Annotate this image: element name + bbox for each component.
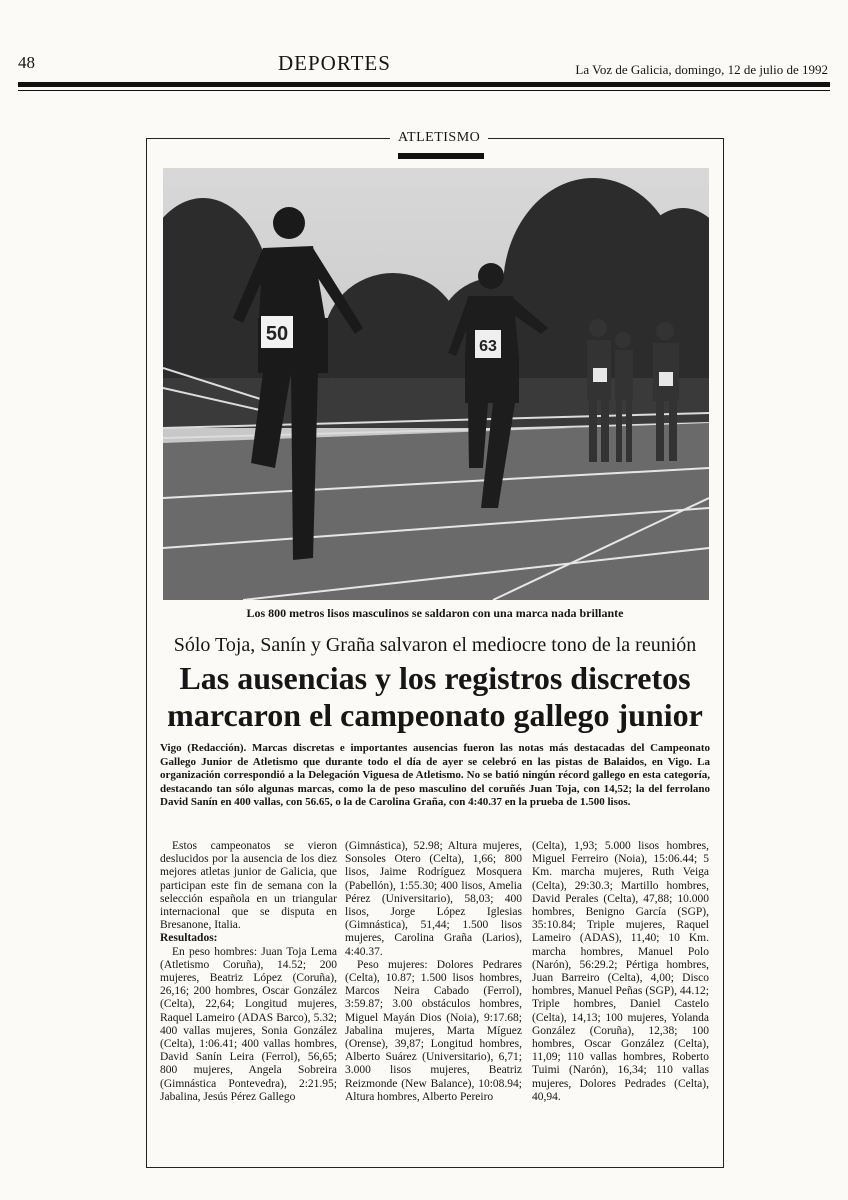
dateline: La Voz de Galicia, domingo, 12 de julio de 1992 [575, 62, 828, 77]
bib-number-second: 63 [479, 338, 497, 355]
kicker: Sólo Toja, Sanín y Graña salvaron el mediocre tono de la reunión [173, 634, 697, 656]
bib-number-front: 50 [265, 323, 289, 345]
results-text-3: (Celta), 1,93; 5.000 lisos hombres, Miguel Ferreiro (Noia), 15:06.44; 5 Km. marcha mujeres, Ruth Veiga (Celta), 29:30.3; Martillo hombres, David Perales (Celta), 47,88; 10.000 hombres, Benigno García (SGP), 35:10.84; Triple mujeres, Raquel Lameiro (ADAS), 11,40; 10 Km. marcha hombres, Manuel Polo (Narón), 56:29.2; Pértiga hombres, Juan Barreiro (Celta), 4,00; Disco hombres, Manuel Peñas (SGP), 44.12; Triple hombres, Daniel Castelo (Celta), 14,13; 100 mujeres, Yolanda González (Coruña), 12,38; 100 hombres, Oscar González (Celta), 11,09; 110 vallas hombres, Roberto Tuimi (Narón), 16,34; 110 vallas mujeres, Dolores Pedrades (Celta), 40,94. [532, 840, 709, 1103]
results-text-2a: (Gimnástica), 52.98; Altura mujeres, Sonsoles Otero (Celta), 1,66; 800 lisos, Jaime Rodríguez Mosquera (Pabellón), 1:55.30; 400 lisos, Amelia Pérez (Universitario), 58,03; 400 lisos, Jorge López Iglesias (Gimnástica), 51,44; 1.500 lisos mujeres, Carolina Graña (Larios), 4:40.37. [345, 840, 522, 958]
race-photo [163, 168, 709, 600]
section-name: DEPORTES [278, 51, 391, 75]
results-text-2b: Peso mujeres: Dolores Pedrares (Celta), 10.87; 1.500 lisos hombres, Marcos Neira Cabado (Ferrol), 3:59.87; 3.00 obstáculos hombres, Miguel Mayán Dios (Noia), 9:17.68; Jabalina mujeres, Marta Míguez (Orense), 39,87; Longitud hombres, Alberto Suárez (Universitario), 6,71; 3.000 lisos mujeres, Beatriz Reizmonde (New Balance), 10:08.94; Altura hombres, Alberto Pereiro [345, 958, 522, 1103]
page-number: 48 [18, 53, 35, 72]
body-column-3 [532, 840, 709, 1104]
section-label: ATLETISMO [390, 130, 488, 146]
body-intro: Estos campeonatos se vieron deslucidos por la ausencia de los diez mejores atletas junior de Galicia, que participan este fin de semana con la selección española en un triangular internacional que se disputa en Bresanone, Italia. [160, 840, 337, 932]
section-label-bar [398, 153, 484, 159]
header-rule-thick [18, 82, 830, 87]
photo-caption: Los 800 metros lisos masculinos se saldaron con una marca nada brillante [246, 606, 624, 620]
results-text-1: En peso hombres: Juan Toja Lema (Atletismo Coruña), 14.52; 200 mujeres, Beatriz López (Coruña), 26,16; 200 hombres, Oscar González (Celta), 22,64; Longitud mujeres, Raquel Lameiro (ADAS Barco), 5.32; 400 vallas mujeres, Sonia González (Celta), 1:06.41; 400 vallas hombres, David Sanín Leira (Ferrol), 56,65; 800 mujeres, Angela Sobreira (Gimnástica Pontevedra), 2:21.95; Jabalina, Jesús Pérez Gallego [160, 945, 337, 1103]
body-column-1 [160, 840, 337, 1104]
header-rule-thin [18, 90, 830, 91]
headline: Las ausencias y los registros discretos marcaron el campeonato gallego junior [167, 660, 703, 733]
body-column-2 [345, 840, 522, 1104]
results-heading: Resultados: [160, 932, 218, 945]
lead-paragraph: Vigo (Redacción). Marcas discretas e importantes ausencias fueron las notas más destacadas del Campeonato Gallego Junior de Atletismo que durante todo el día de ayer se celebró en las pistas de Balaidos, en Vigo. La organización correspondió a la Delegación Viguesa de Atletismo. No se batió ningún récord gallego en esta categoría, destacando tan sólo algunas marcas, como la de peso masculino del coruñés Juan Toja, con 14,52; la del ferrolano David Sanín en 400 vallas, con 56.65, o la de Carolina Graña, con 4:40.37 en la prueba de 1.500 lisos. [160, 742, 710, 809]
